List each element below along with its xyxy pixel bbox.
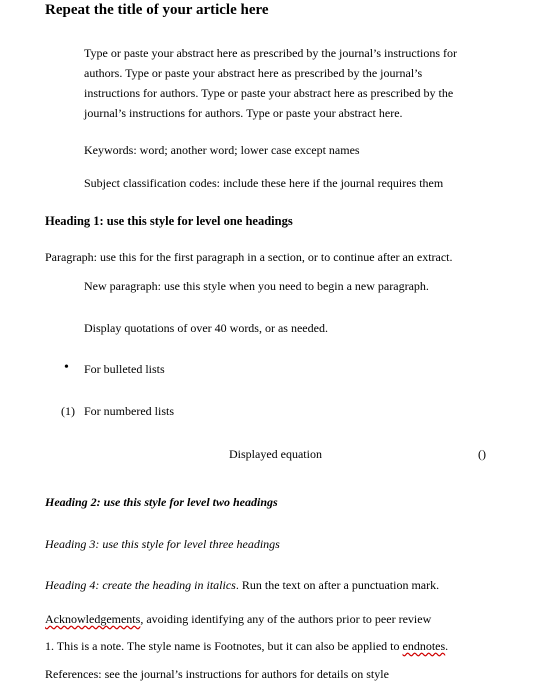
bulleted-list-item: For bulleted lists bbox=[84, 362, 165, 376]
heading-level-3: Heading 3: use this style for level three headings bbox=[45, 537, 280, 551]
footnote-end: . bbox=[445, 639, 449, 653]
heading-level-4-paragraph bbox=[45, 578, 439, 593]
footnote-line bbox=[45, 639, 448, 654]
displayed-equation: Displayed equation bbox=[229, 447, 322, 461]
acknowledgements-line bbox=[45, 612, 431, 627]
article-title: Repeat the title of your article here bbox=[45, 2, 269, 18]
keywords-line: Keywords: word; another word; lower case except names bbox=[84, 143, 360, 157]
references-line: References: see the journal’s instructions for authors for details on style bbox=[45, 667, 389, 681]
numbered-list-label: (1) bbox=[61, 404, 75, 418]
first-paragraph: Paragraph: use this for the first paragraph in a section, or to continue after an extract. bbox=[45, 250, 453, 264]
heading-level-4-runon: . Run the text on after a punctuation mark. bbox=[235, 578, 440, 592]
footnote-text: 1. This is a note. The style name is Footnotes, but it can also be applied to bbox=[45, 639, 403, 653]
acknowledgements-word: Acknowledgements bbox=[45, 612, 141, 626]
subject-codes-line: Subject classification codes: include these here if the journal requires them bbox=[84, 176, 444, 190]
bullet-icon: • bbox=[64, 360, 69, 375]
display-quotation: Display quotations of over 40 words, or as needed. bbox=[84, 321, 328, 335]
heading-level-1: Heading 1: use this style for level one headings bbox=[45, 214, 293, 228]
abstract-text: Type or paste your abstract here as prescribed by the journal’s instructions for authors. Type or paste your abstract here as prescribed by the journal’s instructions for authors. Type or paste your abstract here as prescribed by the journal’s instructions for authors. Type or paste your abstract here. bbox=[84, 46, 458, 120]
endnotes-word: endnotes bbox=[402, 639, 446, 653]
equation-number: () bbox=[478, 447, 486, 461]
numbered-list-item: For numbered lists bbox=[84, 404, 174, 418]
heading-level-4: Heading 4: create the heading in italics bbox=[45, 578, 236, 592]
acknowledgements-rest: , avoiding identifying any of the authors prior to peer review bbox=[140, 612, 432, 626]
new-paragraph: New paragraph: use this style when you need to begin a new paragraph. bbox=[84, 279, 429, 293]
heading-level-2: Heading 2: use this style for level two headings bbox=[45, 495, 278, 509]
